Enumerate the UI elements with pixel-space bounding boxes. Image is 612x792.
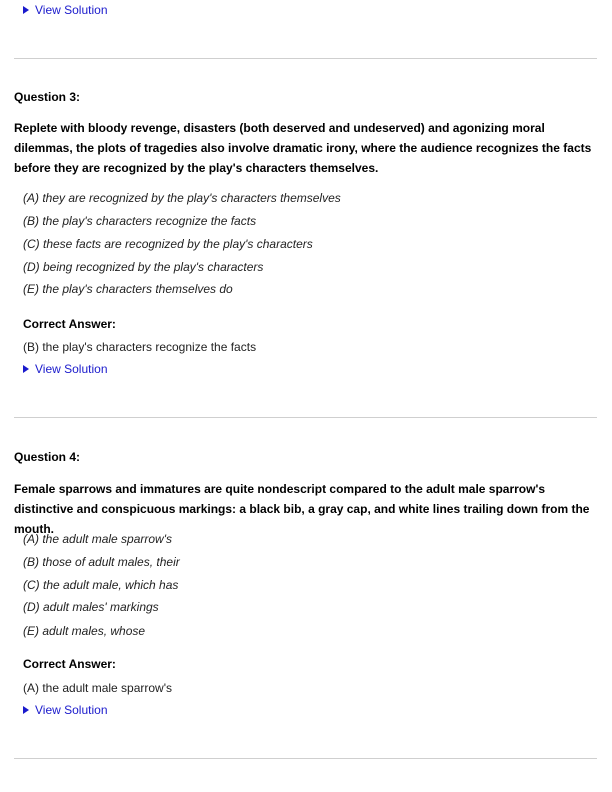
answer-option-c: (C) the adult male, which has [23, 578, 179, 592]
section-divider [14, 417, 597, 418]
view-solution-toggle[interactable] [23, 3, 108, 17]
correct-answer-label: Correct Answer: [23, 657, 116, 671]
expand-triangle-icon [23, 706, 29, 714]
correct-answer-label: Correct Answer: [23, 317, 116, 331]
view-solution-label: View Solution [35, 3, 108, 17]
view-solution-label: View Solution [35, 703, 108, 717]
expand-triangle-icon [23, 6, 29, 14]
view-solution-label: View Solution [35, 362, 108, 376]
answer-option-e: (E) the play's characters themselves do [23, 282, 233, 296]
expand-triangle-icon [23, 365, 29, 373]
question-title: Question 4: [14, 450, 81, 464]
view-solution-toggle[interactable] [23, 362, 108, 376]
answer-option-b: (B) the play's characters recognize the facts [23, 214, 257, 228]
view-solution-toggle[interactable] [23, 703, 108, 717]
question-title: Question 3: [14, 90, 81, 104]
answer-option-b: (B) those of adult males, their [23, 555, 180, 569]
section-divider [14, 758, 597, 759]
answer-option-d: (D) adult males' markings [23, 600, 159, 614]
answer-option-a: (A) the adult male sparrow's [23, 532, 173, 546]
section-divider [14, 58, 597, 59]
answer-option-c: (C) these facts are recognized by the play's characters [23, 237, 313, 251]
correct-answer-value: (B) the play's characters recognize the facts [23, 340, 257, 354]
question-text: Replete with bloody revenge, disasters (both deserved and undeserved) and agonizing moral dilemmas, the plots of tragedies also involve dramatic irony, where the audience recognizes the facts before they are recognized by the play's characters themselves. [14, 121, 592, 175]
question-text: Female sparrows and immatures are quite nondescript compared to the adult male sparrow's distinctive and conspicuous markings: a black bib, a gray cap, and white lines trailing down from the mouth. [14, 482, 590, 536]
correct-answer-value: (A) the adult male sparrow's [23, 681, 173, 695]
answer-option-e: (E) adult males, whose [23, 624, 146, 638]
answer-option-a: (A) they are recognized by the play's characters themselves [23, 191, 341, 205]
answer-option-d: (D) being recognized by the play's characters [23, 260, 264, 274]
